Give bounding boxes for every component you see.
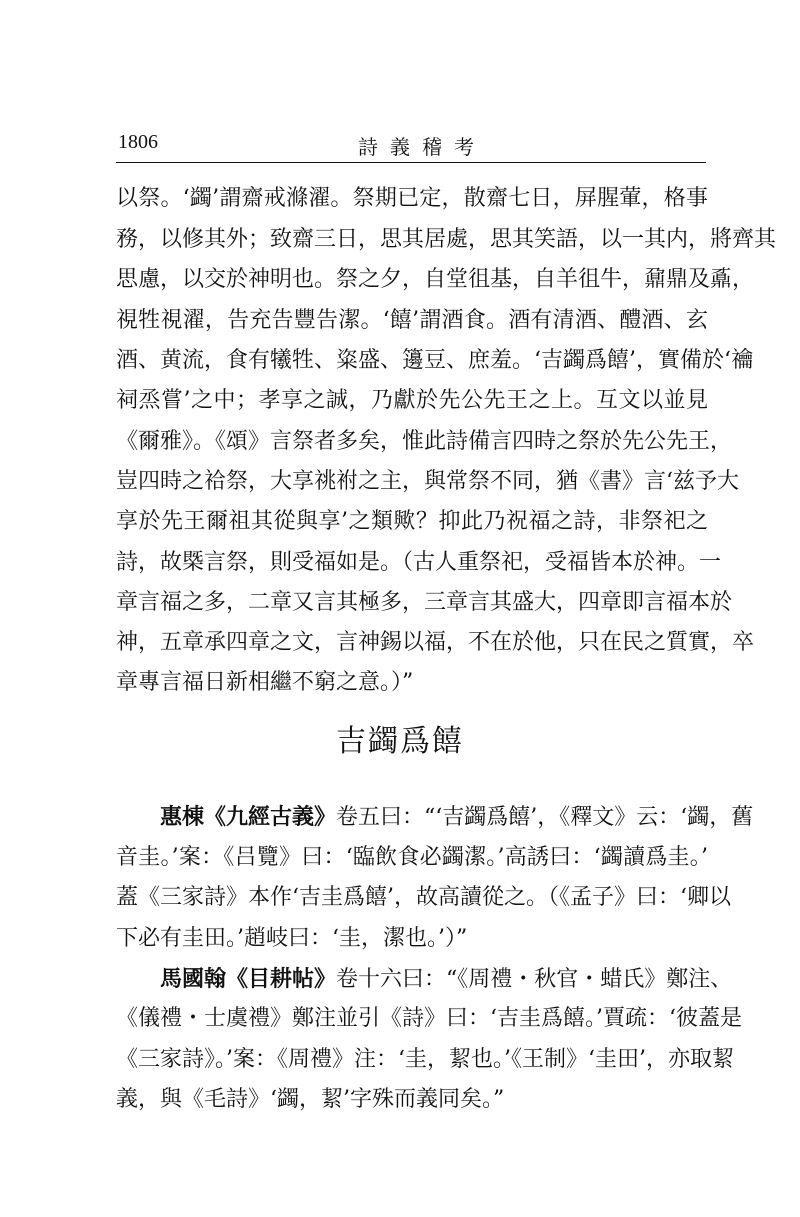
- text-line: 務，以修其外；致齋三日，思其居處，思其笑語，以一其内，將齊其: [116, 227, 777, 252]
- text-line: 祠烝嘗’之中；孝享之誠，乃獻於先公先王之上。互文以並見: [116, 388, 708, 413]
- running-title: 詩義稽考: [358, 135, 486, 159]
- text-line: [160, 802, 754, 832]
- text-line: 蓋《三家詩》本作‘吉圭爲饎’，故高讀從之。（《孟子》曰：‘卿以: [116, 885, 731, 910]
- text-line: 以祭。‘蠲’謂齋戒滌濯。祭期已定，散齋七日，屏腥葷，格事: [116, 186, 708, 211]
- text-line: 《儀禮・士虞禮》鄭注並引《詩》曰：‘吉圭爲饎。’賈疏：‘彼蓋是: [116, 1006, 742, 1031]
- text-line: 詩，故槩言祭，則受福如是。（古人重祭祀，受福皆本於神。一: [116, 550, 722, 575]
- text-line: 章言福之多，二章又言其極多，三章言其盛大，四章即言福本於: [116, 590, 733, 615]
- text-span: 卷十六曰：“《周禮・秋官・蜡氏》鄭注、: [336, 967, 733, 992]
- text-line: 豈四時之祫祭，大享祧祔之主，與常祭不同，猶《書》言‘兹予大: [116, 469, 739, 494]
- book-title: 《目耕帖》: [226, 966, 337, 992]
- header-rule: [116, 162, 706, 163]
- text-line: 思慮，以交於神明也。祭之夕，自堂徂基，自羊徂牛，鼐鼎及鼒，: [116, 267, 755, 292]
- text-span: 卷五曰：“‘吉蠲爲饎’，《釋文》云：‘蠲，舊: [336, 805, 754, 830]
- text-line: 章專言福日新相繼不窮之意。）”: [116, 670, 414, 695]
- author-name: 惠棟: [160, 804, 205, 830]
- author-name: 馬國翰: [160, 966, 227, 992]
- text-line: 酒、黄流，食有犧牲、粢盛、籩豆、庶羞。‘吉蠲爲饎’，實備於‘禴: [116, 348, 753, 373]
- text-line: 義，與《毛詩》‘蠲，絜’字殊而義同矣。”: [116, 1087, 505, 1112]
- text-line: 享於先王爾祖其從與享’之類歟？抑此乃祝福之詩，非祭祀之: [116, 509, 708, 534]
- text-line: 視牲視濯，告充告豐告潔。‘饎’謂酒食。酒有清酒、醴酒、玄: [116, 308, 708, 333]
- text-line: 《爾雅》。《頌》言祭者多矣，惟此詩備言四時之祭於先公先王，: [116, 429, 733, 454]
- text-line: 音圭。’案：《吕覽》曰：‘臨飲食必蠲潔。’高誘曰：‘蠲讀爲圭。’: [116, 845, 708, 870]
- text-line: 《三家詩》。’案：《周禮》注：‘圭，絜也。’《王制》‘圭田’，亦取絜: [116, 1047, 734, 1072]
- page-number: 1806: [118, 131, 158, 153]
- book-title: 《九經古義》: [204, 804, 337, 830]
- text-line: 神，五章承四章之文，言神錫以福，不在於他，只在民之質實，卒: [116, 630, 755, 655]
- text-line: [160, 964, 733, 994]
- section-heading: 吉蠲爲饎: [336, 724, 464, 759]
- text-line: 下必有圭田。’趙岐曰：‘圭，潔也。’）”: [116, 926, 468, 951]
